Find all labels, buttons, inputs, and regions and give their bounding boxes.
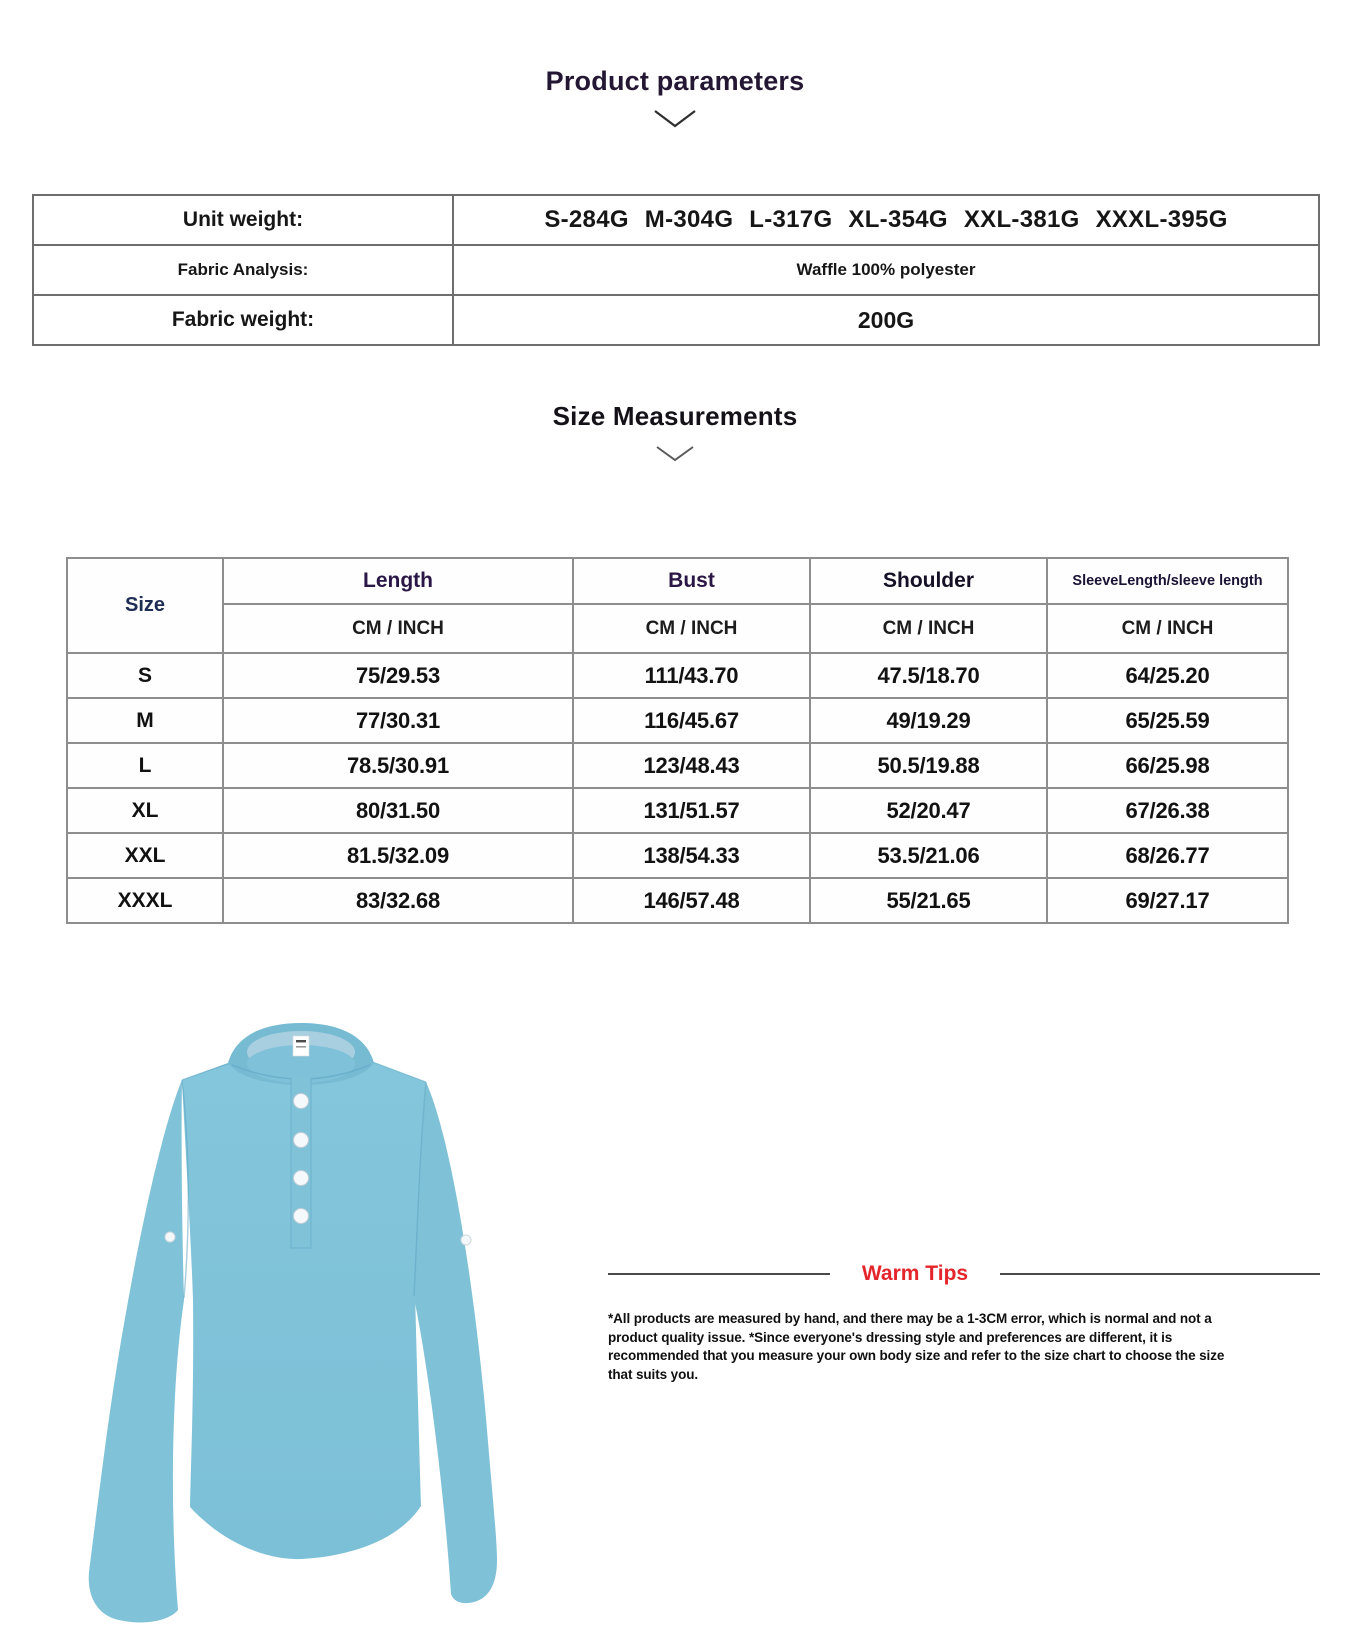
sleeve-cell: 64/25.20	[1047, 653, 1288, 698]
unit-label: CM / INCH	[1047, 604, 1288, 653]
size-column-header: Size	[67, 558, 223, 653]
warm-tips-title: Warm Tips	[861, 1262, 969, 1285]
length-cell: 80/31.50	[223, 788, 573, 833]
table-row	[33, 245, 1319, 295]
length-cell: 78.5/30.91	[223, 743, 573, 788]
shoulder-cell: 50.5/19.88	[810, 743, 1047, 788]
shoulder-cell: 47.5/18.70	[810, 653, 1047, 698]
sleeve-cell: 66/25.98	[1047, 743, 1288, 788]
chevron-down-icon	[0, 108, 1350, 130]
product-image-shirt	[70, 1000, 510, 1627]
shoulder-column-header: Shoulder	[810, 558, 1047, 604]
unit-label: CM / INCH	[810, 604, 1047, 653]
size-cell: L	[67, 743, 223, 788]
shoulder-cell: 52/20.47	[810, 788, 1047, 833]
warm-tips-text: *All products are measured by hand, and there may be a 1-3CM error, which is normal and not a product quality issue. *Since everyone's dressing style and preferences are different, it is recommended that you measure your own body size and refer to the size chart to choose the size that suits you.	[608, 1311, 1225, 1382]
length-cell: 75/29.53	[223, 653, 573, 698]
shoulder-cell: 53.5/21.06	[810, 833, 1047, 878]
sleeve-cell: 67/26.38	[1047, 788, 1288, 833]
sleeve-cell: 68/26.77	[1047, 833, 1288, 878]
bust-cell: 111/43.70	[573, 653, 810, 698]
table-header-row	[67, 558, 1288, 604]
shoulder-cell: 49/19.29	[810, 698, 1047, 743]
sleeve-column-header: SleeveLength/sleeve length	[1047, 558, 1288, 604]
param-label-unit-weight: Unit weight:	[33, 195, 453, 245]
size-chart-table	[66, 557, 1289, 924]
size-cell: XXXL	[67, 878, 223, 923]
table-row-s	[67, 653, 1288, 698]
length-cell: 81.5/32.09	[223, 833, 573, 878]
chevron-down-icon	[0, 444, 1350, 464]
size-cell: M	[67, 698, 223, 743]
size-measurements-title: Size Measurements	[552, 401, 798, 431]
table-row	[33, 195, 1319, 245]
sleeve-cell: 65/25.59	[1047, 698, 1288, 743]
param-value-unit-weight: S-284G M-304G L-317G XL-354G XXL-381G XXXL-395G	[453, 195, 1319, 245]
right-sleeve-tab-button	[461, 1235, 471, 1245]
table-row-xxl	[67, 833, 1288, 878]
bust-column-header: Bust	[573, 558, 810, 604]
bust-cell: 116/45.67	[573, 698, 810, 743]
left-sleeve-tab-button	[165, 1232, 175, 1242]
page-title: Product parameters	[545, 66, 805, 96]
table-row-m	[67, 698, 1288, 743]
table-row-xl	[67, 788, 1288, 833]
size-cell: XL	[67, 788, 223, 833]
length-column-header: Length	[223, 558, 573, 604]
table-row	[33, 295, 1319, 345]
table-unit-row	[67, 604, 1288, 653]
size-cell: XXL	[67, 833, 223, 878]
warm-tips-header	[608, 1262, 1320, 1286]
unit-label: CM / INCH	[223, 604, 573, 653]
table-row-xxxl	[67, 878, 1288, 923]
sleeve-cell: 69/27.17	[1047, 878, 1288, 923]
length-cell: 83/32.68	[223, 878, 573, 923]
divider	[608, 1273, 830, 1275]
divider	[1000, 1273, 1320, 1275]
bust-cell: 131/51.57	[573, 788, 810, 833]
shirt-left-sleeve	[89, 1080, 184, 1622]
product-parameters-table	[32, 194, 1320, 346]
param-value-fabric-weight: 200G	[453, 295, 1319, 345]
size-cell: S	[67, 653, 223, 698]
bust-cell: 123/48.43	[573, 743, 810, 788]
param-label-fabric-analysis: Fabric Analysis:	[33, 245, 453, 295]
unit-label: CM / INCH	[573, 604, 810, 653]
table-row-l	[67, 743, 1288, 788]
param-label-fabric-weight: Fabric weight:	[33, 295, 453, 345]
bust-cell: 138/54.33	[573, 833, 810, 878]
length-cell: 77/30.31	[223, 698, 573, 743]
param-value-fabric-analysis: Waffle 100% polyester	[453, 245, 1319, 295]
neck-label	[293, 1036, 309, 1056]
bust-cell: 146/57.48	[573, 878, 810, 923]
shirt-right-sleeve	[414, 1082, 497, 1603]
shoulder-cell: 55/21.65	[810, 878, 1047, 923]
